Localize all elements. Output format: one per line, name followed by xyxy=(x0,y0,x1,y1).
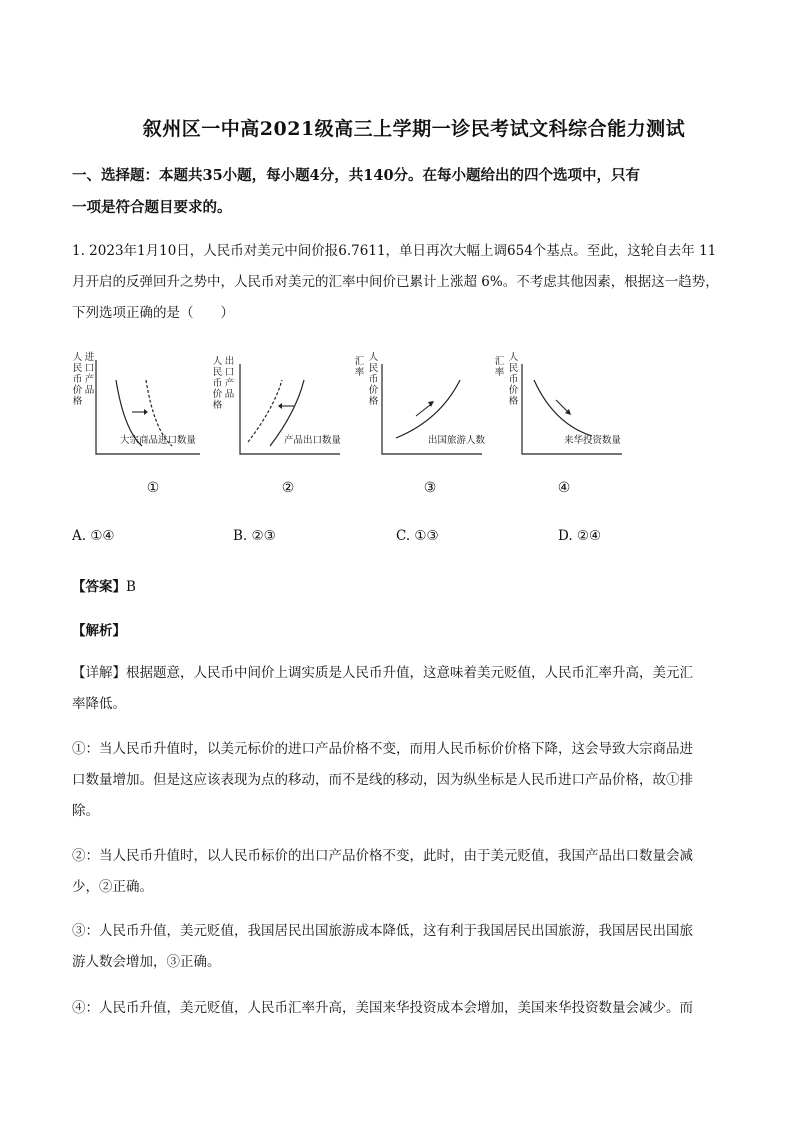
p4-line-1: ④：人民币升值，美元贬值，人民币汇率升高，美国来华投资成本会增加，美国来华投资数量会减少。而 xyxy=(72,1000,693,1016)
p1-line-3: 除。 xyxy=(72,803,99,819)
graph-4-plot xyxy=(494,350,624,465)
graph-1-y-label-b: 进口产品 xyxy=(84,352,95,396)
section-heading xyxy=(72,160,732,224)
option-d: D. ②④ xyxy=(558,528,602,544)
graph-2-x-label: 产品出口数量 xyxy=(284,435,342,446)
graph-1-plot xyxy=(72,350,202,465)
explanation-point-4 xyxy=(72,993,732,1024)
graph-4-curve xyxy=(534,380,592,436)
graph-4-y-label-rmb: 人民币价格 xyxy=(508,352,519,407)
detail-line-2: 率降低。 xyxy=(72,696,126,712)
p2-line-1: ②：当人民币升值时，以人民币标价的出口产品价格不变，此时，由于美元贬值，我国产品出口数量会减 xyxy=(72,848,693,864)
graph-2-shifted-curve xyxy=(248,380,282,442)
graph-4-x-label: 来华投资数量 xyxy=(564,435,622,446)
explanation-point-2 xyxy=(72,841,732,903)
graph-3-movement-arrow xyxy=(416,405,430,416)
graph-3 xyxy=(354,350,484,510)
graph-4-y-label-rate: 汇率 xyxy=(494,356,505,378)
graph-1 xyxy=(72,350,202,510)
graph-3-curve xyxy=(396,380,460,438)
graph-3-number: ③ xyxy=(423,480,437,496)
option-c: C. ①③ xyxy=(396,528,439,544)
graph-4 xyxy=(494,350,624,510)
section-heading-line-2: 一项是符合题目要求的。 xyxy=(72,199,232,216)
graph-2-number: ② xyxy=(281,480,295,496)
graph-2-y-label-b: 出口产品 xyxy=(224,356,235,400)
graph-2-arrow-head xyxy=(278,403,282,409)
analysis-tag: 【解析】 xyxy=(72,623,126,639)
question-line-3: 下列选项正确的是（ ） xyxy=(72,305,234,321)
graph-2-y-label-a: 人民币价格 xyxy=(212,356,223,411)
answer-tag: 【答案】 xyxy=(72,579,126,595)
explanation-point-1 xyxy=(72,734,732,827)
p3-line-2: 游人数会增加，③正确。 xyxy=(72,954,221,970)
graph-2-plot xyxy=(212,350,342,465)
graph-1-arrow-head xyxy=(144,409,148,415)
p1-line-2: 口数量增加。但是这应该表现为点的移动，而不是线的移动，因为纵坐标是人民币进口产品价格，故①排 xyxy=(72,772,693,788)
section-heading-line-1: 一、选择题：本题共35小题，每小题4分，共140分。在每小题给出的四个选项中，只有 xyxy=(72,167,641,184)
graph-4-movement-arrow xyxy=(556,400,568,412)
option-a: A. ①④ xyxy=(72,528,115,544)
p1-line-1: ①：当人民币升值时，以美元标价的进口产品价格不变，而用人民币标价价格下降，这会导致大宗商品进 xyxy=(72,741,693,757)
graph-3-y-label-rate: 汇率 xyxy=(354,356,365,378)
graph-3-plot xyxy=(354,350,484,465)
question-line-2: 月开启的反弹回升之势中，人民币对美元的汇率中间价已累计上涨超 6%。不考虑其他因素，根据这一趋势， xyxy=(72,274,719,290)
graph-4-number: ④ xyxy=(557,480,571,496)
explanation-point-3 xyxy=(72,916,732,978)
explanation-detail xyxy=(72,658,732,720)
answer-line xyxy=(72,575,136,595)
option-b: B. ②③ xyxy=(233,528,276,544)
graph-2 xyxy=(212,350,342,510)
p2-line-2: 少，②正确。 xyxy=(72,879,153,895)
graph-1-number: ① xyxy=(146,480,160,496)
graph-3-x-label: 出国旅游人数 xyxy=(428,435,486,446)
detail-line-1: 【详解】根据题意，人民币中间价上调实质是人民币升值，这意味着美元贬值，人民币汇率升高，美元汇 xyxy=(72,665,693,681)
answer-value: B xyxy=(126,579,136,595)
graph-1-x-label: 大宗商品进口数量 xyxy=(120,435,197,446)
graph-3-y-label-rmb: 人民币价格 xyxy=(368,352,379,407)
page-title: 叙州区一中高2021级高三上学期一诊民考试文科综合能力测试 xyxy=(142,118,686,140)
question-line-1: 1. 2023年1月10日，人民币对美元中间价报6.7611，单日再次大幅上调654个基点。至此，这轮自去年 11 xyxy=(72,243,717,259)
graph-1-y-label-a: 人民币价格 xyxy=(72,352,83,407)
p3-line-1: ③：人民币升值，美元贬值，我国居民出国旅游成本降低，这有利于我国居民出国旅游，我国居民出国旅 xyxy=(72,923,693,939)
question-stem xyxy=(72,236,732,329)
